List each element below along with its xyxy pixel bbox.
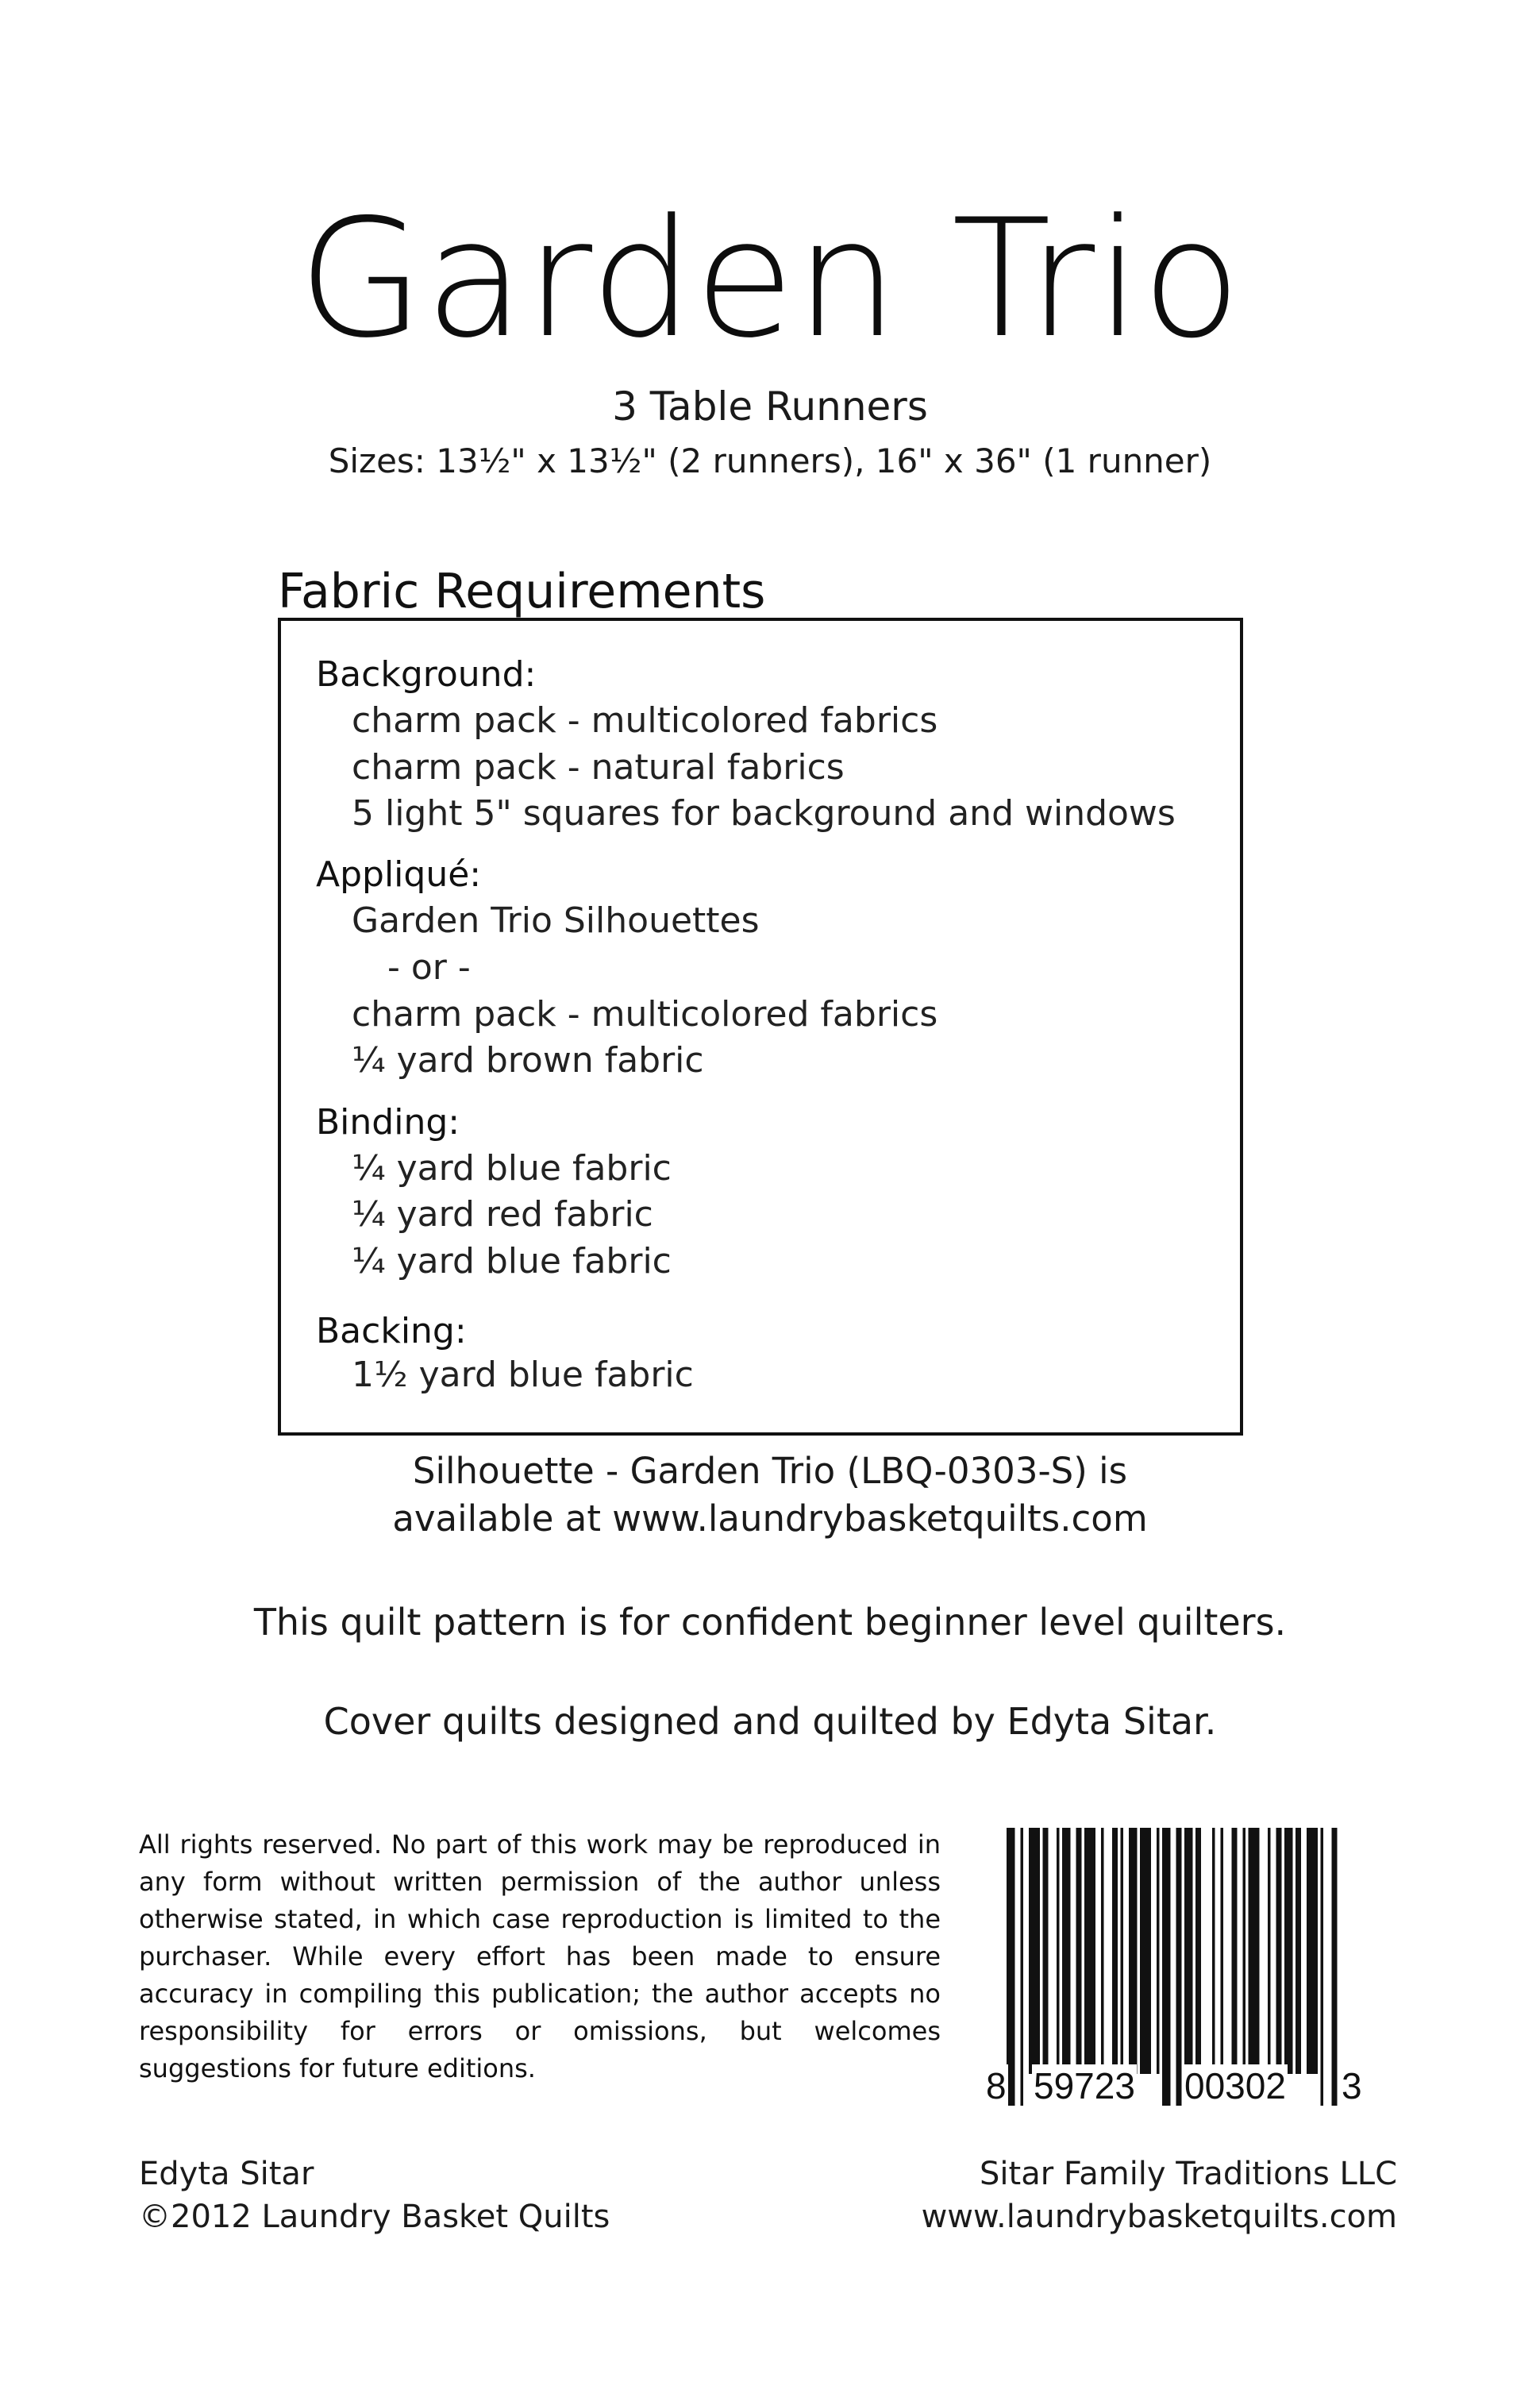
page-subtitle: 3 Table Runners	[612, 384, 928, 430]
barcode-digit-last: 3	[1342, 2065, 1362, 2106]
sizes-line: Sizes: 13½" x 13½" (2 runners), 16" x 36" (1 runner)	[328, 441, 1212, 480]
applique-label: Appliqué:	[316, 854, 482, 895]
footer-company: Sitar Family Traditions LLC	[980, 2156, 1397, 2192]
backing-item: 1½ yard blue fabric	[352, 1355, 694, 1395]
background-item: charm pack - natural fabrics	[352, 747, 845, 788]
background-item: 5 light 5" squares for background and windows	[352, 793, 1176, 834]
binding-item: ¼ yard blue fabric	[352, 1148, 672, 1189]
footer-copyright: ©2012 Laundry Basket Quilts	[139, 2199, 610, 2235]
silhouette-note-line-1: Silhouette - Garden Trio (LBQ-0303-S) is	[412, 1450, 1128, 1492]
barcode-digit-group-2: 00302	[1184, 2065, 1286, 2106]
applique-item: charm pack - multicolored fabrics	[352, 994, 938, 1035]
skill-level-note: This quilt pattern is for confident beginner level quilters.	[253, 1601, 1287, 1644]
cover-credit-note: Cover quilts designed and quilted by Edyta Sitar.	[323, 1700, 1217, 1743]
applique-item: Garden Trio Silhouettes	[352, 900, 760, 941]
silhouette-note-line-2: available at www.laundrybasketquilts.com	[392, 1497, 1148, 1540]
barcode-digit-first: 8	[986, 2065, 1007, 2106]
applique-item: - or -	[387, 947, 471, 988]
binding-item: ¼ yard blue fabric	[352, 1241, 672, 1282]
barcode-digits	[984, 2064, 1365, 2104]
barcode-digit-group-1: 59723	[1034, 2065, 1135, 2106]
footer-website: www.laundrybasketquilts.com	[921, 2199, 1397, 2235]
footer-author: Edyta Sitar	[139, 2156, 314, 2192]
applique-item: ¼ yard brown fabric	[352, 1040, 704, 1081]
background-item: charm pack - multicolored fabrics	[352, 700, 938, 741]
rights-notice: All rights reserved. No part of this work may be reproduced in any form without written permission of the author unless otherwise stated, in which case reproduction is limited to the purchaser. While every effort has been made to ensure accuracy in compiling this publication; the author accepts no responsibility for errors or omissions, but welcomes suggestions for future editions.	[139, 1829, 941, 2083]
backing-label: Backing:	[316, 1311, 467, 1351]
page-title: Garden Trio	[298, 185, 1242, 374]
binding-item: ¼ yard red fabric	[352, 1194, 653, 1235]
fabric-requirements-heading: Fabric Requirements	[278, 564, 766, 619]
background-label: Background:	[316, 654, 537, 695]
binding-label: Binding:	[316, 1102, 460, 1143]
